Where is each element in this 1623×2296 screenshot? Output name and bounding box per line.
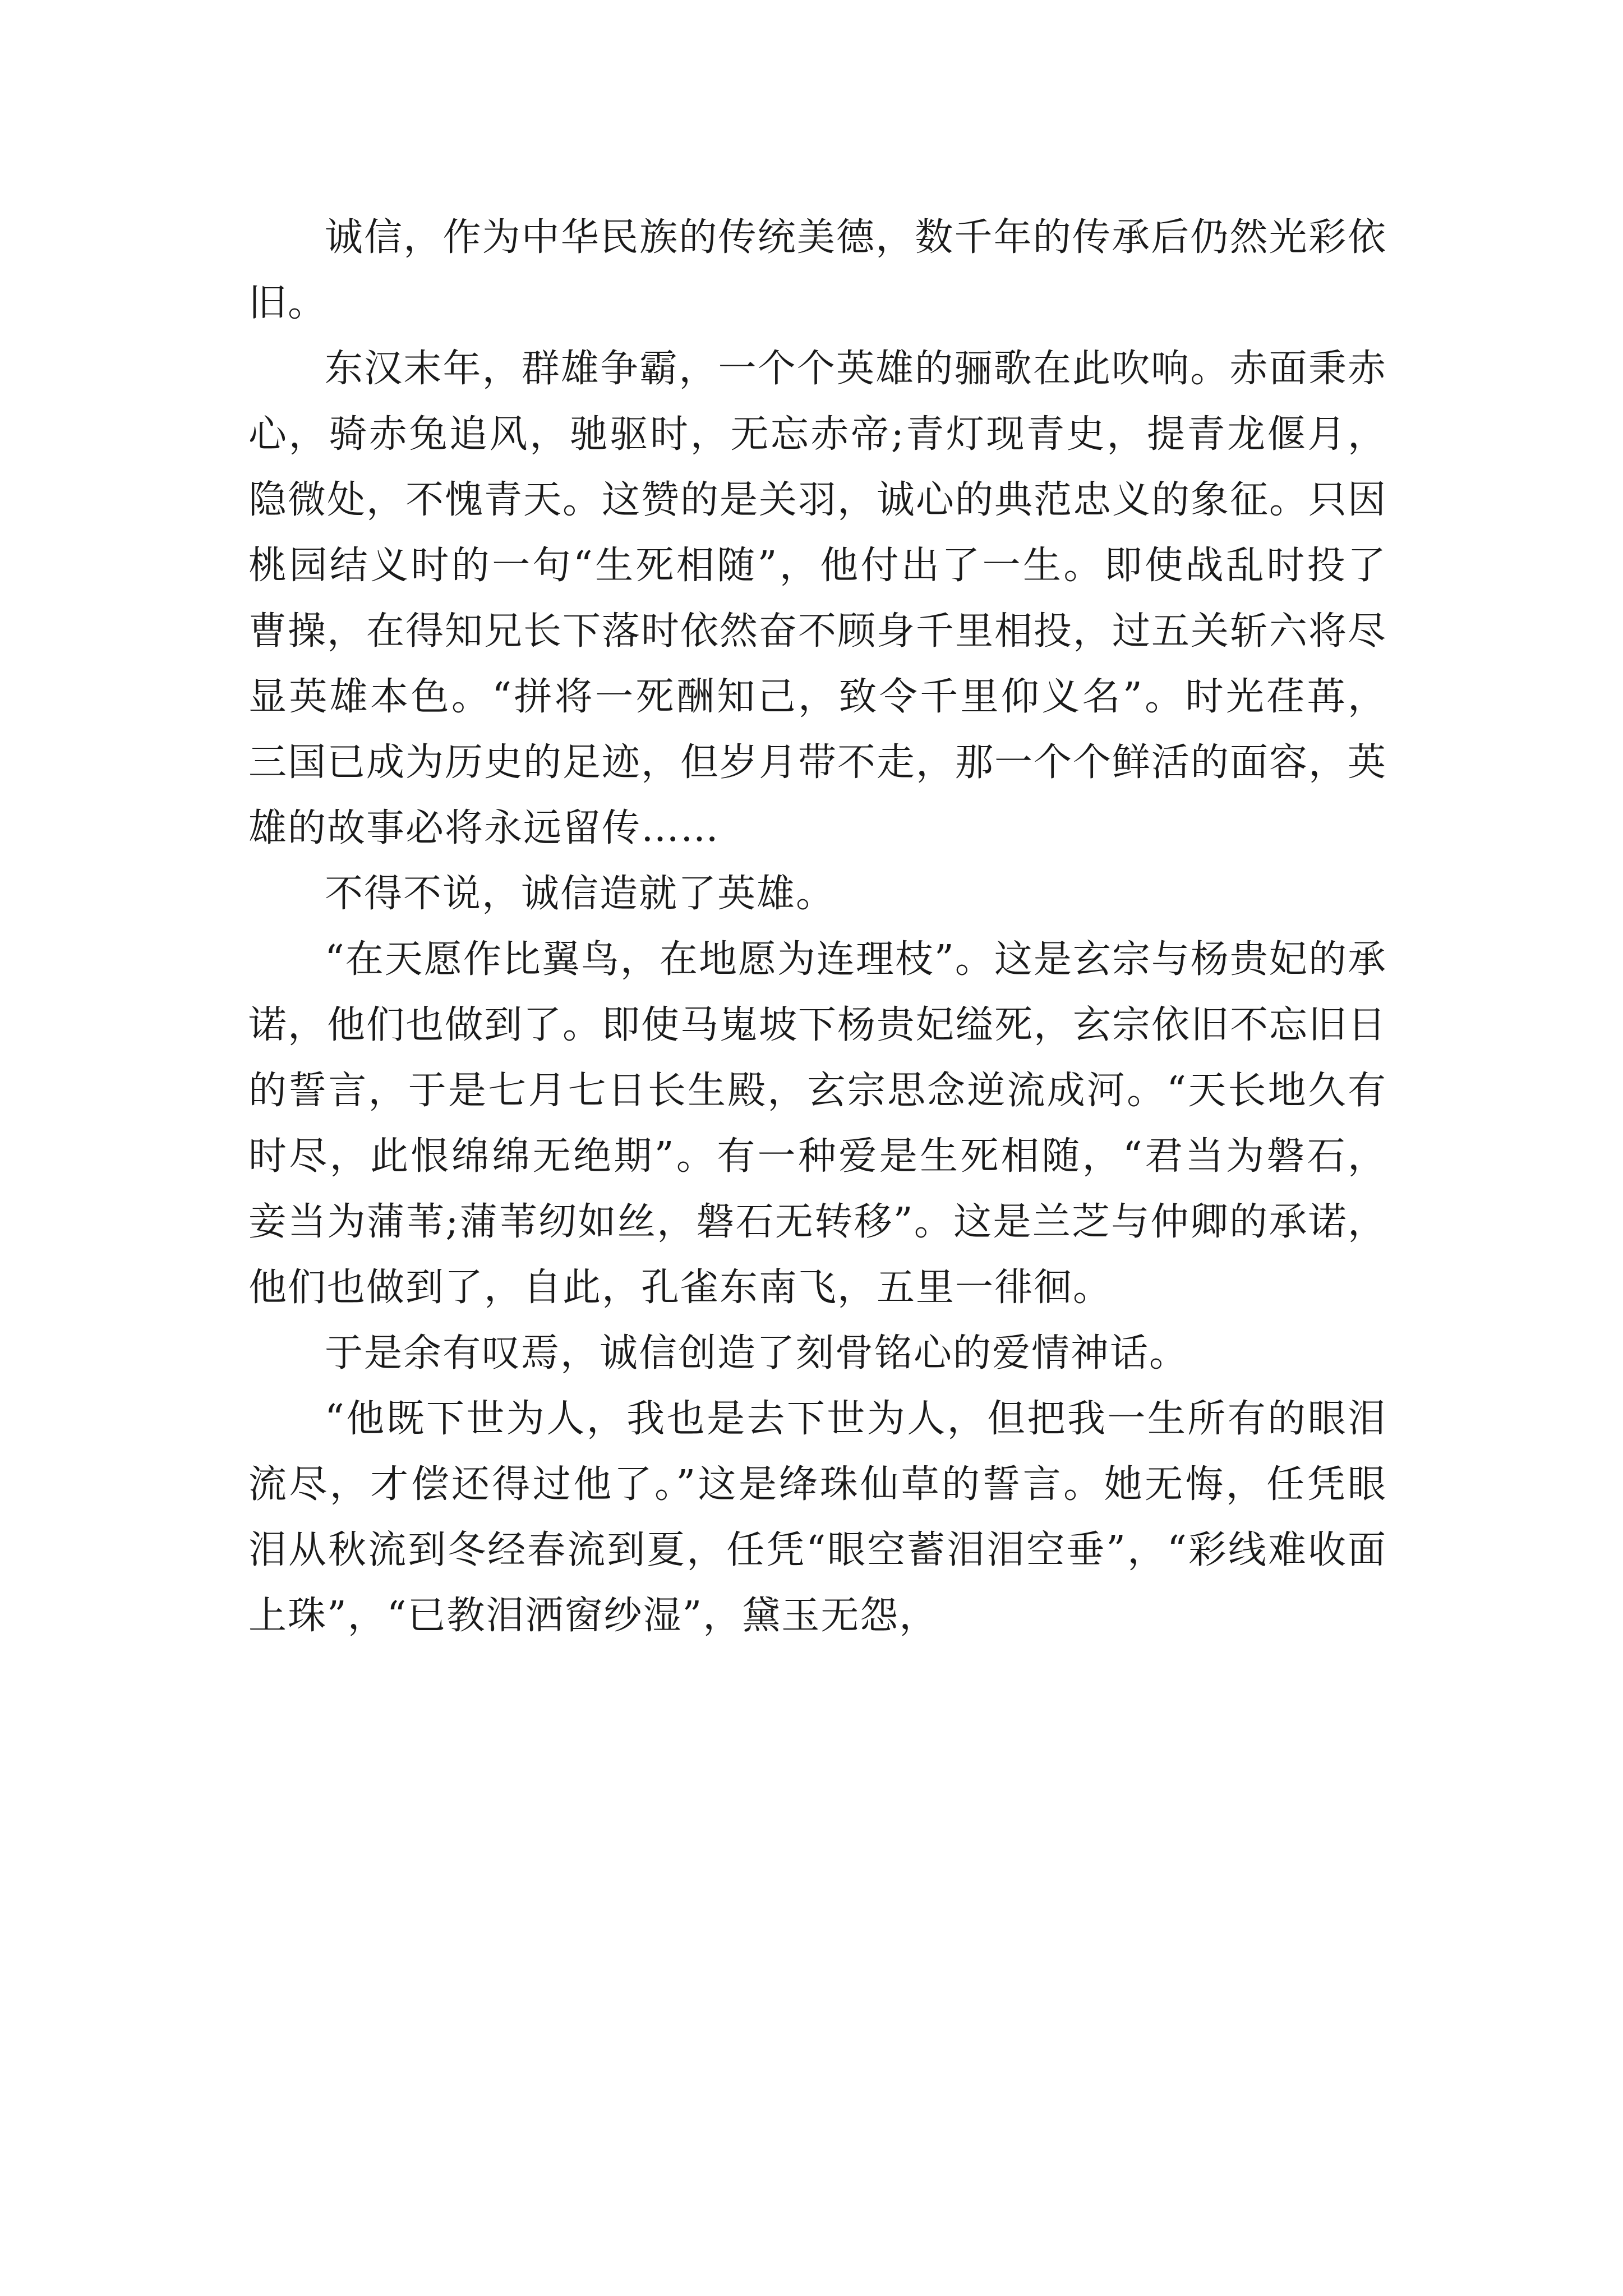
paragraph-2: 东汉末年，群雄争霸，一个个英雄的骊歌在此吹响。赤面秉赤心，骑赤兔追风，驰驱时，无忘赤帝;青灯现青史，提青龙偃月，隐微处，不愧青天。这赞的是关羽，诚心的典范忠义的象征。只因桃园结义时的一句“生死相随”，他付出了一生。即使战乱时投了曹操，在得知兄长下落时依然奋不顾身千里相投，过五关斩六将尽显英雄本色。“拼将一死酬知己，致令千里仰义名”。时光荏苒，三国已成为历史的足迹，但岁月带不走，那一个个鲜活的面容，英雄的故事必将永远留传…… — [248, 347, 1387, 850]
paragraph-4: “在天愿作比翼鸟，在地愿为连理枝”。这是玄宗与杨贵妃的承诺，他们也做到了。即使马嵬坡下杨贵妃缢死，玄宗依旧不忘旧日的誓言，于是七月七日长生殿，玄宗思念逆流成河。“天长地久有时尽，此恨绵绵无绝期”。有一种爱是生死相随，“君当为磐石，妾当为蒲苇;蒲苇纫如丝，磐石无转移”。这是兰芝与仲卿的承诺，他们也做到了，自此，孔雀东南飞，五里一徘徊。 — [248, 937, 1387, 1310]
paragraph-3: 不得不说，诚信造就了英雄。 — [325, 872, 836, 916]
paragraph-6: “他既下世为人，我也是去下世为人，但把我一生所有的眼泪流尽，才偿还得过他了。”这是绛珠仙草的誓言。她无悔，任凭眼泪从秋流到冬经春流到夏，任凭“眼空蓄泪泪空垂”，“彩线难收面上珠”，“已教泪洒窗纱湿”，黛玉无怨， — [248, 1397, 1387, 1638]
essay-body — [248, 205, 1387, 1649]
paragraph-5: 于是余有叹焉，诚信创造了刻骨铭心的爱情神话。 — [325, 1331, 1189, 1375]
paragraph-1: 诚信，作为中华民族的传统美德，数千年的传承后仍然光彩依旧。 — [248, 215, 1387, 325]
